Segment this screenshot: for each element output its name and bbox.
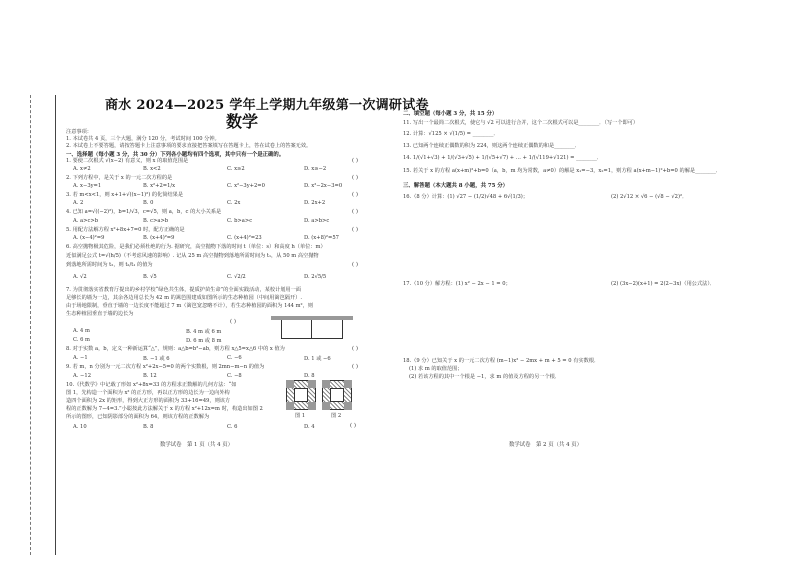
answer-paren: ( )	[352, 364, 358, 370]
answer-paren: ( )	[350, 423, 356, 429]
question-4-stem: 4. 已知 a=√((−2)²)，b=1/√3，c=√5，则 a，b，c 的大小关系是	[66, 209, 222, 215]
answer-question-17-part-2: (2) (3x−2)(x+1) = 2(2−3x)（用公式法）．	[611, 281, 716, 287]
answer-paren: ( )	[352, 192, 358, 198]
figure-1	[286, 380, 316, 410]
option: D. 2√5/5	[304, 274, 327, 280]
corner-square	[308, 380, 316, 388]
question-9-stem: 9. 若 m，n 分别为一元二次方程 x²+2x−5=0 的两个实数根，则 2mn−m−n 的值为	[66, 364, 265, 370]
fill-question-13: 13. 已知两个连续正偶数的积为 224，则这两个连续正偶数的和是________．	[403, 143, 581, 149]
question-10-stem-3: 造四个面积为 2x 的矩形，得到大正方形的面积为 33+16=49，则该方	[66, 398, 231, 404]
question-10-stem-4: 程的正数解为 7−4=3.”小聪按此方法解关于 x 的方程 x²+12x=m 时，构造出如图 2	[66, 406, 263, 412]
option: B. 8	[143, 424, 154, 430]
fill-question-11: 11. 写出一个最简二次根式，使它与 √2 可以进行合并，这个二次根式可以是________．（写一个即可）	[403, 120, 639, 126]
question-7-stem-3: 由于场地限制，垂直于墙的一边长度不能超过 7 m（篱笆宽忽略不计），若生态种植园的面积为 144 m²，则	[66, 303, 313, 309]
option: A. a>c>b	[73, 218, 99, 224]
question-3-stem: 3. 若 m<x<1，则 x+1+√((x−1)²) 的化简结果是	[66, 192, 184, 198]
corner-square	[286, 380, 294, 388]
option: B. x<2	[143, 166, 161, 172]
fence-divider	[311, 320, 312, 338]
option: C. b>a>c	[227, 218, 253, 224]
exam-subject: 数学	[226, 112, 259, 131]
corner-square	[286, 402, 294, 410]
notes-heading: 注意事项：	[66, 129, 92, 135]
answer-question-18-sub-1: (1) 求 m 的取值范围；	[409, 366, 463, 372]
option: C. 6 m	[73, 337, 90, 343]
option: A. −1	[73, 355, 88, 361]
answer-question-17-part-1: 17.（10 分）解方程：(1) x² − 2x − 1 = 0；	[403, 281, 511, 287]
answer-paren: ( )	[352, 262, 358, 268]
question-1-stem: 1. 要使二次根式 √(x−2) 有意义，则 x 的取值范围是	[66, 158, 189, 164]
answer-paren: ( )	[352, 175, 358, 181]
option: D. x²−2x−3=0	[304, 183, 343, 189]
option: C. x²−3y+2=0	[227, 183, 265, 189]
option: A. 2	[73, 200, 84, 206]
notes-line-1: 1. 本试卷共 4 页，三个大题，满分 120 分，考试时间 100 分钟。	[66, 136, 220, 142]
answer-paren: ( )	[352, 158, 358, 164]
question-6-stem-3: 到落地所需时间为 t₂，则 t₂/t₁ 的值为	[66, 262, 153, 268]
question-7-stem: 7. 为贯彻落实省教育厅提出的乡村学校“绿色共生体，提质护苗生命”的全面实践活动，某校计划用一面	[66, 287, 301, 293]
option: A. 10	[73, 424, 87, 430]
fill-question-14: 14. 1/(√1+√3) + 1/(√3+√5) + 1/(√5+√7) + … + 1/(√119+√121) = ________．	[403, 155, 603, 161]
inner-square	[294, 388, 308, 402]
section-3-heading: 三、解答题（本大题共 8 小题，共 75 分）	[403, 183, 509, 189]
option: C. −6	[227, 355, 242, 361]
question-2-stem: 2. 下列方程中，是关于 x 的一元二次方程的是	[66, 175, 173, 181]
option: D. 4	[304, 424, 315, 430]
figure-2	[322, 380, 352, 410]
option: D. 6 m 或 8 m	[186, 338, 222, 344]
option: C. (x+4)²=23	[227, 235, 262, 241]
binding-dash-line	[30, 95, 31, 555]
option: A. 4 m	[73, 328, 90, 334]
option: A. −12	[73, 373, 91, 379]
option: C. x≥2	[227, 166, 245, 172]
question-7-stem-2: 足够长的墙为一边，其余各边用总长为 42 m 的篱笆围建成如图所示的生态种植园（中间用篱笆隔开）.	[66, 295, 302, 301]
binding-line	[55, 95, 56, 555]
page-footer: 数学试卷 第 1 页（共 4 页）	[160, 442, 234, 448]
question-10-stem: 10.《代数学》中记载了形如 x²+8x=33 的方程求正数解的几何方法：“如	[66, 382, 237, 388]
answer-paren: ( )	[352, 346, 358, 352]
option: B. c>a>b	[143, 218, 169, 224]
option: A. x≠2	[73, 166, 91, 172]
option: C. −8	[227, 373, 242, 379]
section-1-heading: 一、选择题（每小题 3 分，共 30 分）下列各小题均有四个选项，其中只有一个是正确的。	[66, 152, 285, 158]
option: A. √2	[73, 274, 87, 280]
option: D. 8	[304, 373, 315, 379]
question-10-stem-5: 所示的图形，已知阴影部分的面积为 64，则该方程的正数解为	[66, 414, 210, 420]
question-10-stem-2: 图 1，先构造一个面积为 x² 的正方形，再以正方形的边长为一边向外构	[66, 390, 230, 396]
garden-figure	[271, 316, 353, 342]
option: B. (x+4)²=9	[143, 235, 175, 241]
notes-line-2: 2. 本试卷上不要答题，请按答题卡上注意事项的要求直接把答案填写在答题卡上，答在试卷上的答案无效。	[66, 143, 312, 149]
inner-square	[330, 388, 344, 402]
question-5-stem: 5. 用配方法解方程 x²+8x+7=0 时，配方正确的是	[66, 227, 185, 233]
answer-paren: ( )	[230, 319, 236, 325]
garden-fence	[281, 320, 343, 339]
fill-question-12: 12. 计算：√125 × √(1/5) = ________．	[403, 131, 499, 137]
option: B. x²+2=1/x	[143, 183, 176, 189]
corner-square	[344, 380, 352, 388]
option: D. 2x+2	[304, 200, 326, 206]
question-6-stem: 6. 高空抛物极其危险，是我们必须杜绝的行为. 据研究，高空抛物下落的时间 t（单位：s）和高度 h（单位：m）	[66, 244, 326, 250]
figure-2-caption: 图 2	[331, 413, 342, 419]
option: B. −1 或 6	[143, 356, 170, 362]
option: B. 4 m 或 6 m	[186, 329, 222, 335]
option: A. (x−4)²=9	[73, 235, 105, 241]
option: D. 1 或 −6	[304, 356, 331, 362]
option: D. (x+8)²=57	[304, 235, 339, 241]
option: B. √5	[143, 274, 157, 280]
answer-paren: ( )	[352, 209, 358, 215]
exam-title: 商水 2024—2025 学年上学期九年级第一次调研试卷	[105, 98, 429, 113]
option: B. 12	[143, 373, 157, 379]
option: C. 2x	[227, 200, 241, 206]
corner-square	[322, 402, 330, 410]
answer-paren: ( )	[352, 227, 358, 233]
corner-square	[344, 402, 352, 410]
right-page	[397, 0, 794, 561]
option: A. x−3y=1	[73, 183, 102, 189]
corner-square	[322, 380, 330, 388]
question-6-stem-2: 近似满足公式 t=√(h/5)（不考虑风速的影响）. 记从 25 m 高空抛物到落地所需时间为 t₁，从 50 m 高空抛物	[66, 253, 319, 259]
option: B. 0	[143, 200, 154, 206]
option: D. x≥−2	[304, 166, 327, 172]
answer-question-16-part-1: 16.（8 分）计算：(1) √27 − (1/2)√48 + 6√(1/3)；	[403, 194, 529, 200]
option: D. a>b>c	[304, 218, 330, 224]
fill-question-15: 15. 若关于 x 的方程 a(x+m)²+b=0（a，b，m 均为常数，a≠0）的解是 x₁=−3，x₂=1，则方程 a(x+m−1)²+b=0 的解是________．	[403, 168, 722, 174]
figure-1-caption: 图 1	[295, 413, 306, 419]
corner-square	[308, 402, 316, 410]
page-footer: 数学试卷 第 2 页（共 4 页）	[509, 442, 583, 448]
answer-question-18: 18.（9 分）已知关于 x 的一元二次方程 (m−1)x² − 2mx + m + 5 = 0 有实数根．	[403, 358, 600, 364]
question-7-stem-4: 生态种植园垂直于墙的边长为	[66, 311, 134, 317]
section-2-heading: 二、填空题（每小题 3 分，共 15 分）	[403, 111, 498, 117]
answer-question-18-sub-2: (2) 若该方程的其中一个根是 −1，求 m 的值及方程的另一个根．	[409, 374, 561, 380]
option: C. √2/2	[227, 274, 246, 280]
question-8-stem: 8. 对于实数 a，b，定义一种新运算“△”，规则：a△b=b²−ab，则方程 x△5=x△6 中的 x 值为	[66, 346, 285, 352]
answer-question-16-part-2: (2) 2√12 × √6 − (√8 − √2)²．	[611, 194, 688, 200]
option: C. 6	[227, 424, 238, 430]
